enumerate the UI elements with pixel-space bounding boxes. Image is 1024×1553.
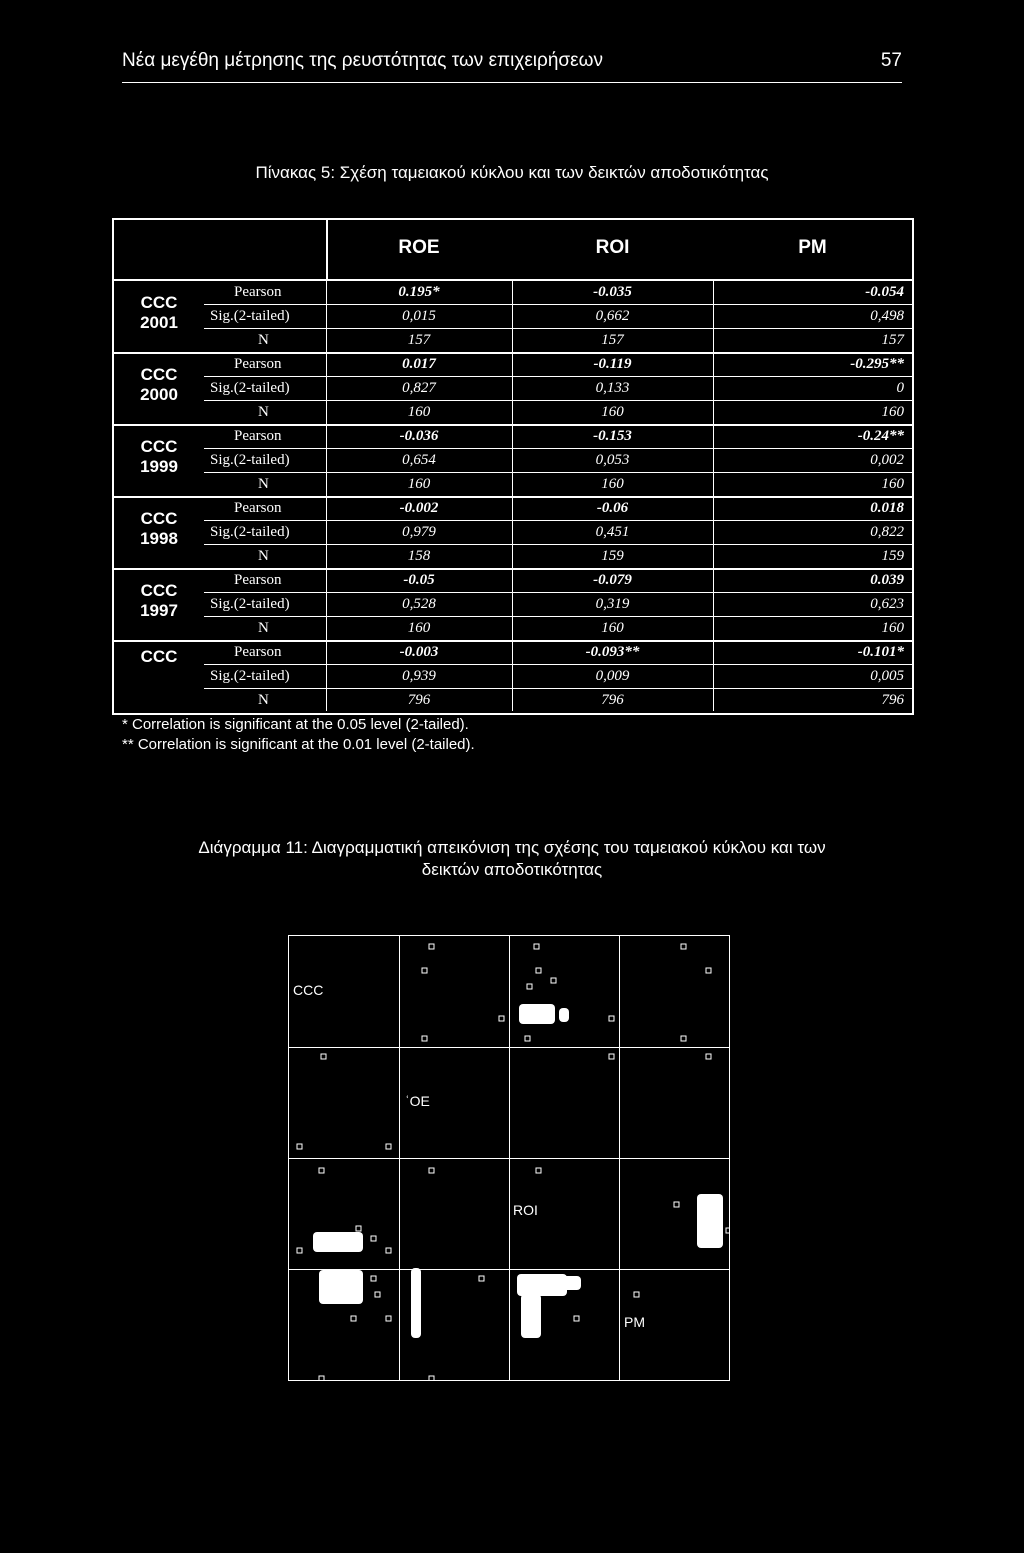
- scatter-point: [479, 1276, 484, 1281]
- group-label-line: 1999: [140, 457, 178, 476]
- group-label-line: 1998: [140, 529, 178, 548]
- value-cell: -0.101*: [857, 644, 904, 660]
- group-label-line: 2000: [140, 385, 178, 404]
- value-cell: 0,133: [595, 380, 630, 396]
- group-label-line: 1997: [140, 601, 178, 620]
- value-cell: -0.054: [865, 284, 904, 300]
- value-cell: -0.06: [596, 500, 629, 516]
- value-cell: 160: [881, 620, 904, 636]
- group-label-line: CCC: [140, 293, 178, 312]
- stat-label: N: [258, 476, 269, 492]
- table-rule: [114, 279, 912, 281]
- value-cell: -0.153: [593, 428, 632, 444]
- scatter-point: [534, 944, 539, 949]
- scatter-point: [356, 1226, 361, 1231]
- page-number: 57: [880, 50, 902, 71]
- value-cell: 160: [881, 476, 904, 492]
- scatter-point: [609, 1016, 614, 1021]
- value-cell: 157: [407, 332, 431, 348]
- scatter-point: [297, 1248, 302, 1253]
- column-rule: [512, 281, 513, 711]
- value-cell: -0.079: [593, 572, 632, 588]
- value-cell: -0.093**: [585, 644, 640, 660]
- table-caption: Πίνακας 5: Σχέση ταμειακού κύκλου και των δεικτών αποδοτικότητας: [255, 163, 769, 182]
- diagram-caption: Διάγραμμα 11: Διαγραμματική απεικόνιση της σχέσης του ταμειακού κύκλου και των: [198, 838, 826, 857]
- value-cell: 0,654: [402, 452, 436, 468]
- page-header: [122, 46, 902, 83]
- value-cell: 0,662: [595, 308, 630, 324]
- scatter-point: [681, 944, 686, 949]
- group-label: [114, 365, 204, 405]
- stat-label: Pearson: [234, 572, 282, 588]
- group-label-line: CCC: [140, 509, 178, 528]
- footnote: ** Correlation is significant at the 0.01 level (2-tailed).: [122, 736, 475, 753]
- row-rule: [204, 304, 912, 305]
- scatter-point: [726, 1228, 729, 1233]
- value-cell: 796: [601, 692, 624, 708]
- scatter-point: [525, 1036, 530, 1041]
- correlation-table: [112, 218, 914, 715]
- value-cell: 0,053: [595, 452, 630, 468]
- group-label: [114, 647, 204, 667]
- value-cell: 160: [407, 404, 431, 420]
- value-cell: -0.24**: [857, 428, 904, 444]
- scatter-point: [634, 1292, 639, 1297]
- group-rule: [114, 640, 912, 642]
- value-cell: 0,623: [870, 596, 904, 612]
- value-cell: 0.017: [402, 356, 436, 372]
- value-cell: 160: [601, 620, 624, 636]
- value-cell: 160: [407, 476, 431, 492]
- value-cell: 159: [601, 548, 624, 564]
- value-cell: -0.002: [399, 500, 439, 516]
- group-rule: [114, 496, 912, 498]
- value-cell: 0,822: [870, 524, 904, 540]
- value-cell: 160: [407, 620, 431, 636]
- value-cell: -0.119: [593, 356, 632, 372]
- scatter-cluster: [319, 1270, 363, 1304]
- scatter-point: [706, 1054, 711, 1059]
- value-cell: -0.035: [593, 284, 632, 300]
- scatter-point: [319, 1376, 324, 1380]
- group-rule: [114, 352, 912, 354]
- scatter-cluster: [517, 1274, 567, 1296]
- scatter-point: [429, 1168, 434, 1173]
- value-cell: 0,005: [870, 668, 904, 684]
- value-cell: 0,979: [402, 524, 436, 540]
- scatter-point: [422, 1036, 427, 1041]
- row-rule: [204, 688, 912, 689]
- stat-label: Pearson: [234, 644, 282, 660]
- stat-label: N: [258, 332, 269, 348]
- scatter-point: [574, 1316, 579, 1321]
- group-rule: [114, 424, 912, 426]
- scatter-point: [386, 1144, 391, 1149]
- stat-label: Sig.(2-tailed): [210, 452, 290, 468]
- value-cell: 0,498: [870, 308, 904, 324]
- stat-label: Sig.(2-tailed): [210, 380, 290, 396]
- row-rule: [204, 544, 912, 545]
- value-cell: 0,002: [870, 452, 904, 468]
- value-cell: -0.036: [399, 428, 439, 444]
- diagram-caption: δεικτών αποδοτικότητας: [421, 860, 603, 879]
- row-rule: [204, 664, 912, 665]
- scatter-point: [375, 1292, 380, 1297]
- scatter-point: [371, 1236, 376, 1241]
- value-cell: -0.003: [399, 644, 439, 660]
- column-rule: [713, 281, 714, 711]
- group-label-line: 2001: [140, 313, 178, 332]
- scatter-point: [536, 1168, 541, 1173]
- group-label: [114, 581, 204, 621]
- row-rule: [204, 616, 912, 617]
- stat-label: Pearson: [234, 284, 282, 300]
- value-cell: 0,015: [402, 308, 436, 324]
- scatter-cluster: [313, 1232, 363, 1252]
- group-label: [114, 437, 204, 477]
- scatter-cluster: [521, 1294, 541, 1338]
- row-rule: [204, 472, 912, 473]
- matrix-rule: [289, 1047, 729, 1048]
- row-rule: [204, 400, 912, 401]
- scatter-point: [321, 1054, 326, 1059]
- column-rule: [326, 281, 327, 711]
- column-header: ROI: [595, 237, 630, 258]
- scatter-point: [536, 968, 541, 973]
- scatter-cluster: [519, 1004, 555, 1024]
- value-cell: 157: [881, 332, 904, 348]
- stat-label: Pearson: [234, 428, 282, 444]
- scatter-point: [429, 1376, 434, 1380]
- value-cell: 0.018: [870, 500, 904, 516]
- group-label-line: CCC: [140, 647, 178, 666]
- stat-label: Sig.(2-tailed): [210, 308, 290, 324]
- running-title: Νέα μεγέθη μέτρησης της ρευστότητας των επιχειρήσεων: [122, 50, 603, 71]
- row-rule: [204, 328, 912, 329]
- diagonal-label-roe: ʿOE: [405, 1093, 430, 1109]
- stat-label: N: [258, 620, 269, 636]
- footnote: * Correlation is significant at the 0.05 level (2-tailed).: [122, 716, 469, 733]
- value-cell: 159: [881, 548, 904, 564]
- stat-label: N: [258, 404, 269, 420]
- scatter-point: [429, 944, 434, 949]
- value-cell: 160: [881, 404, 904, 420]
- scatter-point: [386, 1316, 391, 1321]
- stat-label: Sig.(2-tailed): [210, 596, 290, 612]
- value-cell: 796: [881, 692, 904, 708]
- stat-label: N: [258, 548, 269, 564]
- group-label-line: CCC: [140, 437, 178, 456]
- column-header: PM: [798, 237, 827, 258]
- scatterplot-matrix: [288, 935, 730, 1381]
- matrix-rule: [289, 1269, 729, 1270]
- value-cell: 0,939: [402, 668, 436, 684]
- diagonal-label-ccc: CCC: [293, 982, 324, 998]
- scatter-cluster: [559, 1008, 569, 1022]
- scatter-point: [609, 1054, 614, 1059]
- row-rule: [204, 592, 912, 593]
- scatter-point: [527, 984, 532, 989]
- row-rule: [204, 448, 912, 449]
- scatter-point: [681, 1036, 686, 1041]
- scatter-point: [499, 1016, 504, 1021]
- row-rule: [204, 376, 912, 377]
- value-cell: 160: [601, 476, 624, 492]
- scatter-point: [422, 968, 427, 973]
- scatter-point: [319, 1168, 324, 1173]
- group-label-line: CCC: [140, 365, 178, 384]
- stat-label: Pearson: [234, 500, 282, 516]
- stat-label: Pearson: [234, 356, 282, 372]
- column-header: ROE: [398, 237, 440, 258]
- scatter-point: [674, 1202, 679, 1207]
- scatter-point: [297, 1144, 302, 1149]
- matrix-rule: [289, 1158, 729, 1159]
- value-cell: 0,528: [402, 596, 436, 612]
- value-cell: 0: [896, 380, 904, 396]
- value-cell: 158: [407, 548, 431, 564]
- value-cell: -0.05: [403, 572, 435, 588]
- scatter-cluster: [561, 1276, 581, 1290]
- value-cell: 157: [601, 332, 624, 348]
- scatter-point: [386, 1248, 391, 1253]
- value-cell: 160: [601, 404, 624, 420]
- row-rule: [204, 520, 912, 521]
- value-cell: 0,827: [402, 380, 436, 396]
- scatter-point: [371, 1276, 376, 1281]
- value-cell: 796: [407, 692, 431, 708]
- scatter-point: [706, 968, 711, 973]
- value-cell: 0.039: [870, 572, 904, 588]
- group-label-line: CCC: [140, 581, 178, 600]
- scatter-point: [551, 978, 556, 983]
- value-cell: -0.295**: [850, 356, 904, 372]
- diagonal-label-pm: PM: [624, 1314, 645, 1330]
- stat-label: N: [258, 692, 269, 708]
- value-cell: 0.195*: [398, 284, 440, 300]
- group-rule: [114, 568, 912, 570]
- value-cell: 0,009: [595, 668, 630, 684]
- scatter-cluster: [411, 1268, 421, 1338]
- value-cell: 0,319: [595, 596, 630, 612]
- scatter-cluster: [697, 1194, 723, 1248]
- stat-label: Sig.(2-tailed): [210, 524, 290, 540]
- stat-label: Sig.(2-tailed): [210, 668, 290, 684]
- value-cell: 0,451: [595, 524, 630, 540]
- scatter-point: [351, 1316, 356, 1321]
- group-label: [114, 509, 204, 549]
- group-label: [114, 293, 204, 333]
- diagonal-label-roi: ROI: [513, 1202, 538, 1218]
